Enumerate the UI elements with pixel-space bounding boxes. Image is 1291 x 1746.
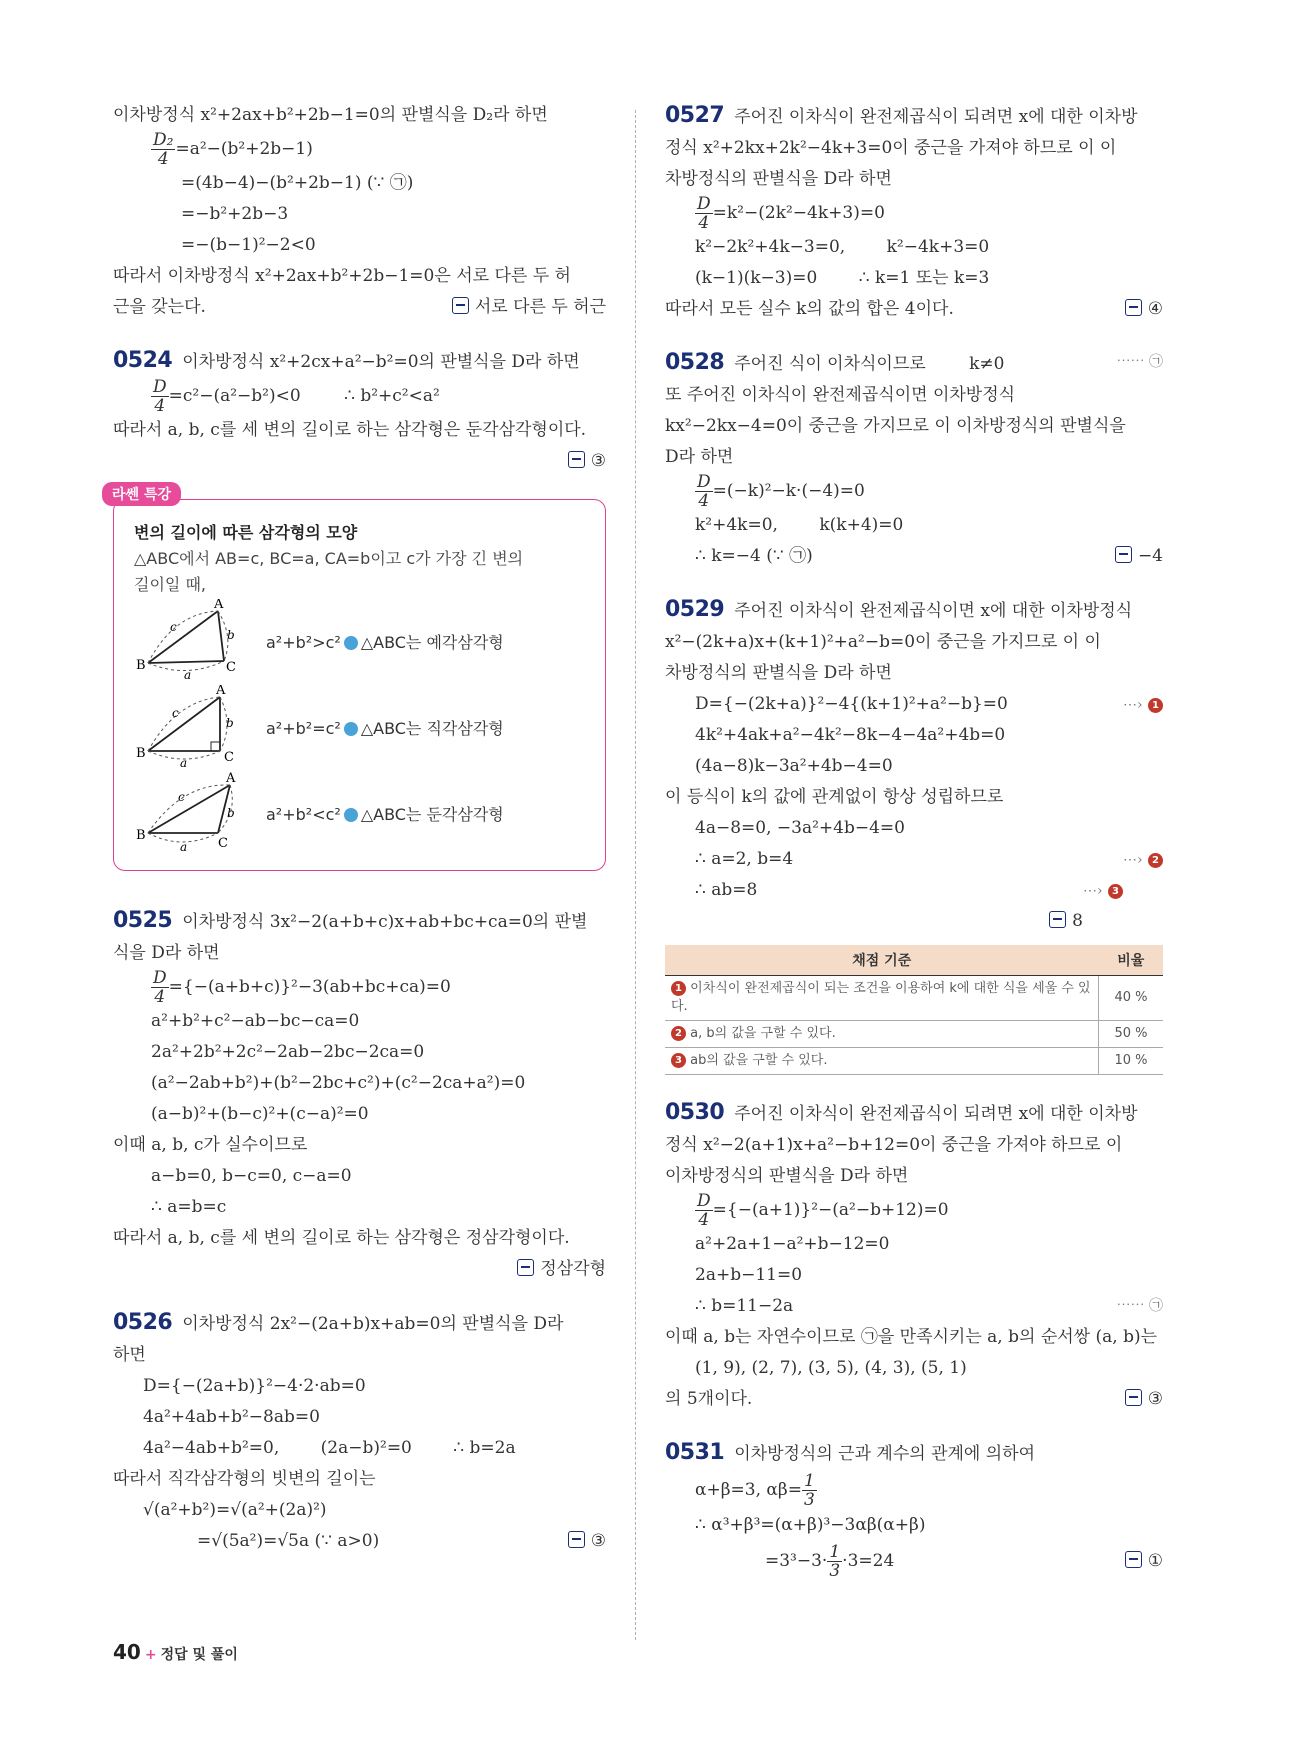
answer: −4	[1115, 541, 1163, 572]
fraction: $\frac{\text{D₂}}{4}$	[153, 130, 174, 169]
arrow-icon	[344, 722, 358, 736]
triangle-row-right	[134, 684, 589, 770]
fraction: $\frac{1}{3}$	[803, 1471, 815, 1510]
table-header: 채점 기준	[665, 945, 1099, 976]
table-header-row	[665, 945, 1163, 976]
equation-line: ∴ ab=8 ⋯› 3	[665, 875, 1163, 906]
text-line: 이 등식이 k의 값에 관계없이 항상 성립하므로	[665, 787, 1004, 807]
label-A: A	[214, 599, 224, 612]
equation-line: $\frac{D}{4}$ =(−k)²−k·(−4)=0	[697, 472, 865, 511]
label-a: a	[180, 840, 188, 854]
text-line: 차방정식의 판별식을 D라 하면	[665, 663, 892, 683]
answer: ③	[113, 446, 606, 477]
text-line: 차방정식의 판별식을 D라 하면	[665, 169, 892, 189]
condition-mark: ⋯⋯ ㉠	[1116, 354, 1163, 370]
equation-line: ∴ b=11−2a ⋯⋯ ㉠	[665, 1291, 1163, 1322]
equation-line: k²−2k²+4k−3=0, k²−4k+3=0	[695, 237, 990, 257]
equation-line: (k−1)(k−3)=0 ∴ k=1 또는 k=3	[695, 268, 990, 288]
equation-line: 4a²−4ab+b²=0, (2a−b)²=0 ∴ b=2a	[143, 1438, 516, 1458]
problem-0526: 0526 이차방정식 2x²−(2a+b)x+ab=0의 판별식을 D라	[113, 1310, 564, 1335]
text-line: x²−(2k+a)x+(k+1)²+a²−b=0이 중근을 가지므로 이 이	[665, 632, 1101, 652]
answer-icon	[1115, 546, 1132, 563]
equation-line: ∴ k=−4 (∵ ㉠) −4	[665, 541, 1163, 572]
label-a: a	[184, 668, 192, 682]
text-line: 따라서 a, b, c를 세 변의 길이로 하는 삼각형은 둔각삼각형이다.	[113, 420, 587, 440]
equation-line: D={−(2a+b)}²−4·2·ab=0	[143, 1376, 366, 1396]
fraction: $\frac{D}{4}$	[697, 194, 711, 233]
equation-line: 2a+b−11=0	[695, 1265, 803, 1285]
answer-icon	[1125, 299, 1142, 316]
grading-table	[665, 945, 1163, 1075]
right-triangle-figure	[134, 685, 238, 769]
equation-line: =√(5a²)=√5a (∵ a>0) ③	[113, 1526, 606, 1557]
special-tag: 라쎈 특강	[102, 482, 181, 506]
text-line: 이때 a, b는 자연수이므로 ㉠을 만족시키는 a, b의 순서쌍 (a, b)는	[665, 1327, 1158, 1347]
equation-line: =(4b−4)−(b²+2b−1) (∵ ㉠)	[181, 173, 414, 193]
equation-line: a²+2a+1−a²+b−12=0	[695, 1234, 890, 1254]
step-marker: 2	[671, 1026, 686, 1041]
arrow-icon	[344, 808, 358, 822]
problem-0529: 0529 주어진 이차식이 완전제곱식이면 x에 대한 이차방정식	[665, 597, 1133, 622]
answer-icon	[568, 1531, 585, 1548]
equation-line: (4a−8)k−3a²+4b−4=0	[695, 756, 893, 776]
equation-line: (a²−2ab+b²)+(b²−2bc+c²)+(c²−2ca+a²)=0	[151, 1073, 526, 1093]
page-number: 40	[113, 1640, 141, 1664]
answer-icon	[568, 451, 585, 468]
equation-line: √(a²+b²)=√(a²+(2a)²)	[143, 1500, 327, 1520]
answer: 정삼각형	[113, 1254, 606, 1285]
triangle-relation: a²+b²<c² △ABC는 둔각삼각형	[266, 804, 504, 824]
special-text: △ABC에서 AB=c, BC=a, CA=b이고 c가 가장 긴 변의	[134, 549, 524, 568]
equation-line: $\frac{D}{4}$ =k²−(2k²−4k+3)=0	[697, 194, 885, 233]
problem-0527: 0527 주어진 이차식이 완전제곱식이 되려면 x에 대한 이차방	[665, 103, 1138, 128]
step-marker: 3	[1108, 884, 1123, 899]
text-line: 따라서 모든 실수 k의 값의 합은 4이다. ④	[665, 294, 1163, 325]
problem-0528: 0528 주어진 식이 이차식이므로 k≠0 ⋯⋯ ㉠	[665, 347, 1163, 380]
step-marker: 1	[1148, 698, 1163, 713]
equation-line: ∴ α³+β³=(α+β)³−3αβ(α+β)	[695, 1515, 926, 1535]
equation-line: $\frac{\text{D₂}}{4}$ =a²−(b²+2b−1)	[153, 130, 313, 169]
plus-icon: +	[144, 1647, 157, 1663]
label-B: B	[136, 746, 146, 761]
triangle-relation: a²+b²=c² △ABC는 직각삼각형	[266, 718, 504, 738]
equation-line: 4k²+4ak+a²−4k²−8k−4−4a²+4b=0	[695, 725, 1006, 745]
equation-line: (1, 9), (2, 7), (3, 5), (4, 3), (5, 1)	[695, 1358, 967, 1378]
label-C: C	[224, 750, 234, 765]
fraction: $\frac{D}{4}$	[697, 1191, 711, 1230]
problem-number: 0527	[665, 103, 725, 128]
label-c: c	[172, 706, 179, 720]
label-C: C	[218, 836, 228, 851]
problem-0525: 0525 이차방정식 3x²−2(a+b+c)x+ab+bc+ca=0의 판별	[113, 908, 588, 933]
text-line: kx²−2kx−4=0이 중근을 가지므로 이 이차방정식의 판별식을	[665, 416, 1126, 436]
equation-line: α+β=3, αβ= $\frac{1}{3}$	[695, 1471, 815, 1510]
condition-mark: ⋯⋯ ㉠	[1116, 1298, 1163, 1314]
fraction: $\frac{D}{4}$	[153, 377, 167, 416]
problem-0531: 0531 이차방정식의 근과 계수의 관계에 의하여	[665, 1440, 1036, 1465]
equation-line: k²+4k=0, k(k+4)=0	[695, 515, 904, 535]
answer-icon	[1125, 1551, 1142, 1568]
problem-number: 0525	[113, 908, 173, 933]
problem-0524: 0524 이차방정식 x²+2cx+a²−b²=0의 판별식을 D라 하면	[113, 348, 580, 373]
equation-line: $\frac{D}{4}$ =c²−(a²−b²)<0 ∴ b²+c²<a²	[153, 377, 440, 416]
acute-triangle-figure	[134, 599, 238, 683]
text-line: 이때 a, b, c가 실수이므로	[113, 1135, 308, 1155]
equation-line: ∴ a=2, b=4 ⋯› 2	[665, 844, 1163, 875]
problem-number: 0530	[665, 1100, 725, 1125]
triangle-row-acute	[134, 598, 589, 684]
triangle-relation: a²+b²>c² △ABC는 예각삼각형	[266, 632, 504, 652]
table-row: 1 이차식이 완전제곱식이 되는 조건을 이용하여 k에 대한 식을 세울 수 있다. 40 %	[665, 976, 1163, 1021]
text-line: 따라서 이차방정식 x²+2ax+b²+2b−1=0은 서로 다른 두 허	[113, 266, 571, 286]
text-line: 따라서 a, b, c를 세 변의 길이로 하는 삼각형은 정삼각형이다.	[113, 1228, 570, 1248]
answer: ①	[1125, 1541, 1163, 1581]
fraction: $\frac{D}{4}$	[153, 968, 167, 1007]
label-B: B	[136, 658, 146, 673]
text-line: 하면	[113, 1345, 146, 1365]
text-line: 이차방정식의 판별식을 D라 하면	[665, 1166, 909, 1186]
answer: ③	[568, 1526, 606, 1557]
answer: 서로 다른 두 허근	[452, 292, 606, 323]
label-c: c	[178, 790, 185, 804]
problem-number: 0531	[665, 1440, 725, 1465]
text-line: D라 하면	[665, 447, 734, 467]
answer: 8	[665, 906, 1163, 937]
equation-line: 4a²+4ab+b²−8ab=0	[143, 1407, 320, 1427]
answer: ④	[1125, 294, 1163, 325]
answer-icon	[1049, 911, 1066, 928]
text-line: 의 5개이다. ③	[665, 1384, 1163, 1415]
special-text: 길이일 때,	[134, 575, 206, 594]
special-title: 변의 길이에 따른 삼각형의 모양	[134, 523, 358, 542]
equation-line: 2a²+2b²+2c²−2ab−2bc−2ca=0	[151, 1042, 425, 1062]
label-B: B	[136, 828, 146, 843]
problem-number: 0529	[665, 597, 725, 622]
arrow-icon	[344, 636, 358, 650]
label-c: c	[170, 620, 177, 634]
label-a: a	[180, 756, 188, 769]
problem-0530: 0530 주어진 이차식이 완전제곱식이 되려면 x에 대한 이차방	[665, 1100, 1138, 1125]
equation-line: =−b²+2b−3	[181, 204, 289, 224]
special-lecture-box	[112, 487, 606, 871]
table-row: 3 ab의 값을 구할 수 있다. 10 %	[665, 1048, 1163, 1075]
label-b: b	[227, 628, 235, 642]
text-line: 또 주어진 이차식이 완전제곱식이면 이차방정식	[665, 385, 1016, 405]
problem-number: 0526	[113, 1310, 173, 1335]
problem-number: 0524	[113, 348, 173, 373]
equation-line: 4a−8=0, −3a²+4b−4=0	[695, 818, 905, 838]
label-b: b	[226, 716, 234, 730]
fraction: $\frac{D}{4}$	[697, 472, 711, 511]
column-divider	[635, 110, 636, 1640]
text-line: 이차방정식 x²+2ax+b²+2b−1=0의 판별식을 D₂라 하면	[113, 105, 548, 125]
equation-line: (a−b)²+(b−c)²+(c−a)²=0	[151, 1104, 369, 1124]
right-column	[665, 100, 1163, 1581]
table-header: 비율	[1099, 945, 1164, 976]
table-row: 2 a, b의 값을 구할 수 있다. 50 %	[665, 1021, 1163, 1048]
text-line: 근을 갖는다. 서로 다른 두 허근	[113, 292, 606, 323]
answer-icon	[452, 297, 469, 314]
label-b: b	[227, 806, 235, 820]
section-title: 정답 및 풀이	[160, 1647, 238, 1663]
text-line: 정식 x²+2kx+2k²−4k+3=0이 중근을 가져야 하므로 이 이	[665, 138, 1117, 158]
step-marker: 2	[1148, 853, 1163, 868]
text-line: 식을 D라 하면	[113, 943, 220, 963]
page-footer	[113, 1640, 238, 1664]
equation-line: ∴ a=b=c	[151, 1197, 227, 1217]
equation-line: a−b=0, b−c=0, c−a=0	[151, 1166, 352, 1186]
equation-line: $\frac{D}{4}$ ={−(a+1)}²−(a²−b+12)=0	[697, 1191, 949, 1230]
problem-number: 0528	[665, 350, 725, 375]
answer: ③	[1125, 1384, 1163, 1415]
answer-icon	[1125, 1389, 1142, 1406]
step-marker: 1	[671, 981, 686, 996]
fraction: $\frac{1}{3}$	[829, 1542, 841, 1581]
obtuse-triangle-figure	[134, 771, 238, 855]
triangle-row-obtuse	[134, 770, 589, 856]
text-line: 정식 x²−2(a+1)x+a²−b+12=0이 중근을 가져야 하므로 이	[665, 1135, 1123, 1155]
equation-line: a²+b²+c²−ab−bc−ca=0	[151, 1011, 360, 1031]
equation-line: D={−(2k+a)}²−4{(k+1)²+a²−b}=0 ⋯› 1	[665, 689, 1163, 720]
step-marker: 3	[671, 1053, 686, 1068]
equation-line: =3³−3· $\frac{1}{3}$ ·3=24 ①	[765, 1542, 1163, 1581]
text-line: 따라서 직각삼각형의 빗변의 길이는	[113, 1469, 376, 1489]
label-A: A	[216, 685, 226, 698]
label-A: A	[226, 771, 236, 786]
answer-icon	[517, 1259, 534, 1276]
equation-line: =−(b−1)²−2<0	[181, 235, 316, 255]
label-C: C	[226, 660, 236, 675]
left-column	[113, 100, 606, 1557]
equation-line: $\frac{D}{4}$ ={−(a+b+c)}²−3(ab+bc+ca)=0	[153, 968, 451, 1007]
